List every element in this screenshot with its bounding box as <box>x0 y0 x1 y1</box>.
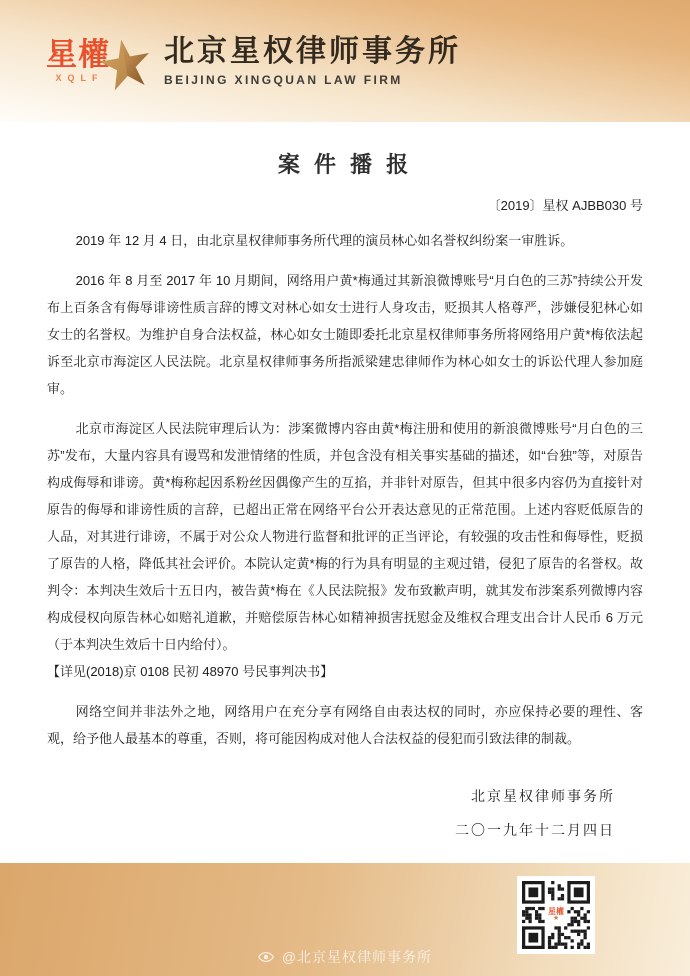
firm-name-english: BEIJING XINGQUAN LAW FIRM <box>164 72 403 87</box>
paragraph-verdict-summary: 2019 年 12 月 4 日，由北京星权律师事务所代理的演员林心如名誉权纠纷案一审胜诉。 <box>75 233 574 248</box>
footer-band <box>0 863 690 976</box>
qr-logo-star-icon: ★ <box>552 915 560 922</box>
signature-firm-name: 北京星权律师事务所 <box>471 788 615 804</box>
paragraph-court-findings: 北京市海淀区人民法院审理后认为：涉案微博内容由黄*梅注册和使用的新浪微博账号“月白色的三苏”发布，大量内容具有谩骂和发泄情绪的性质，并包含没有相关事实基础的描述，如“台独”等，对原告构成侮辱和诽谤。黄*梅称起因系粉丝因偶像产生的互掐，并非针对原告，但其中很多内容仍为直接针对原告的侮辱和诽谤性质的言辞，已超出正常在网络平台公开表达意见的正常范围。上述内容贬低原告的人品，对其进行诽谤，不属于对公众人物进行监督和批评的正当评论，有较强的攻击性和侮辱性，贬损了原告的人格，降低其社会评价。本院认定黄*梅的行为具有明显的主观过错，侵犯了原告的名誉权。故判令：本判决生效后十五日内，被告黄*梅在《人民法院报》发布致歉声明，就其发布涉案系列微博内容构成侵权向原告林心如赔礼道歉，并赔偿原告林心如精神损害抚慰金及维权合理支出合计人民币 6 万元（于本判决生效后十日内给付）。 <box>47 421 643 652</box>
judgment-reference: 【详见(2018)京 0108 民初 48970 号民事判决书】 <box>47 664 334 679</box>
qr-center-logo <box>545 904 567 926</box>
weibo-watermark <box>0 947 690 967</box>
firm-logo <box>46 28 160 95</box>
weibo-eye-icon <box>258 950 274 966</box>
case-number: 〔2019〕星权 AJBB030 号 <box>487 198 643 213</box>
firm-name-block <box>164 35 461 87</box>
paragraph-closing-remarks: 网络空间并非法外之地，网络用户在充分享有网络自由表达权的同时，亦应保持必要的理性、客观，给予他人最基本的尊重，否则，将可能因构成对他人合法权益的侵犯而引致法律的制裁。 <box>47 704 643 746</box>
watermark-text: @北京星权律师事务所 <box>281 949 433 965</box>
letterhead <box>0 0 690 122</box>
signature-date: 二〇一九年十二月四日 <box>455 822 615 838</box>
qr-logo-text: 星權 <box>548 907 564 916</box>
qr-code <box>517 876 595 954</box>
firm-name-chinese: 北京星权律师事务所 <box>164 35 461 69</box>
document-body <box>0 122 690 863</box>
document-title: 案 件 播 报 <box>277 152 413 177</box>
logo-seal-text: 星權 <box>46 37 110 72</box>
star-icon <box>95 33 156 98</box>
logo-abbreviation: XQLF <box>55 73 104 83</box>
paragraph-case-background: 2016 年 8 月至 2017 年 10 月期间，网络用户黄*梅通过其新浪微博账号“月白色的三苏”持续公开发布上百条含有侮辱诽谤性质言辞的博文对林心如女士进行人身攻击，贬损其人格尊严，涉嫌侵犯林心如女士的名誉权。为维护自身合法权益，林心如女士随即委托北京星权律师事务所将网络用户黄*梅依法起诉至北京市海淀区人民法院。北京星权律师事务所指派梁建忠律师作为林心如女士的诉讼代理人参加庭审。 <box>47 273 643 396</box>
